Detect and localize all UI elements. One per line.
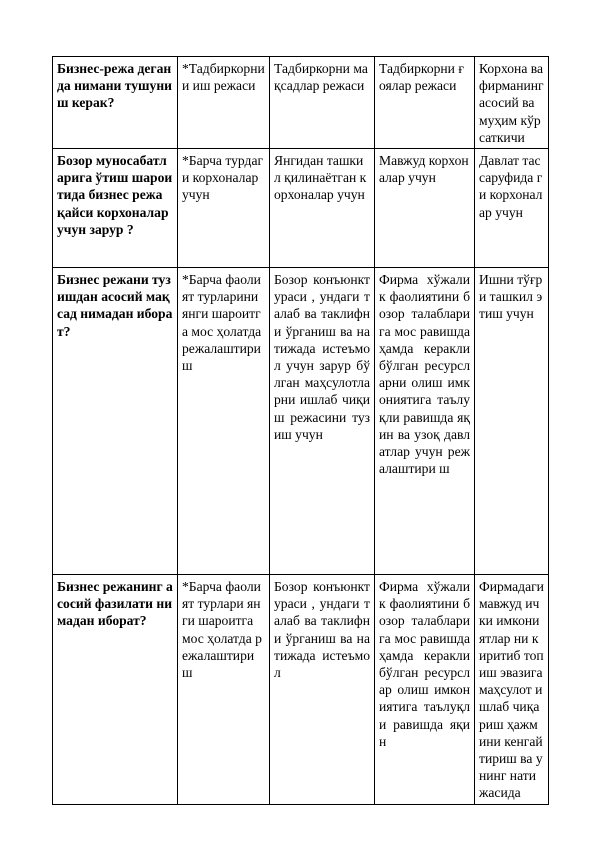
table-row	[53, 57, 549, 149]
answer-cell: Фирма хўжалик фаолиятини бозор талабларига мос равишда ҳамда кeракли бўлган ресурсларни олиш имкониятига таълуқли равишда яқин ва узоқ давлатлар учун режалаштири ш	[375, 268, 475, 575]
question-cell: Бизнес-режа деганда нимани тушуниш керак?	[53, 57, 178, 149]
answer-cell: Бозор конъюнктураси , ундаги талаб ва таклифни ўрганиш ва натижада истеъмол	[270, 575, 375, 805]
answer-cell: Тадбиркорни мақсадлар режаси	[270, 57, 375, 149]
answer-cell: Корхона ва фирманинг асосий ва муҳим кўрсаткичи	[475, 57, 549, 149]
answer-cell: Бозор конъюнктураси , ундаги талаб ва таклифни ўрганиш ва натижада истеъмол учун зарур бўлган маҳсулотларни ишлаб чиқиш режасини тузиш учун	[270, 268, 375, 575]
answer-cell: Мавжуд корхоналар учун	[375, 149, 475, 268]
table-row	[53, 149, 549, 268]
question-cell: Бизнес режани тузишдан асосий мақсад нимадан иборат?	[53, 268, 178, 575]
answer-cell: *Барча фаолият турларини янги шароитга мос ҳолатда режалаштири ш	[178, 268, 270, 575]
answer-cell: Янгидан ташкил қилинаётган корхоналар учун	[270, 149, 375, 268]
answer-cell: *Барча фаолият турлари янги шароитга мос ҳолатда режалаштири ш	[178, 575, 270, 805]
answer-cell: Фирмадаги мавжуд ички имкониятлар ни киритиб топиш эвазига маҳсулот ишлаб чиқариш ҳажмини кенгайтириш ва унинг натижасида	[475, 575, 549, 805]
question-cell: Бизнес режанинг асосий фазилати нимадан иборат?	[53, 575, 178, 805]
answer-cell: *Тадбиркорни и иш режаси	[178, 57, 270, 149]
answer-cell: Давлат тассаруфида ги корхоналар учун	[475, 149, 549, 268]
answer-cell: Фирма хўжалик фаолиятини бозор талабларига мос равишда ҳамда кeракли бўлган ресурслар олиш имкониятига таълуқли равишда яқин	[375, 575, 475, 805]
answer-cell: Тадбиркорни ғоялар режаси	[375, 57, 475, 149]
answer-cell: Ишни тўғри ташкил этиш учун	[475, 268, 549, 575]
table-row	[53, 268, 549, 575]
answer-cell: *Барча турдаги корхоналар учун	[178, 149, 270, 268]
table-row	[53, 575, 549, 805]
question-cell: Бозор муносабатларига ўтиш шароитида бизнес режа қайси корхоналар учун зарур ?	[53, 149, 178, 268]
questions-table	[52, 56, 549, 805]
